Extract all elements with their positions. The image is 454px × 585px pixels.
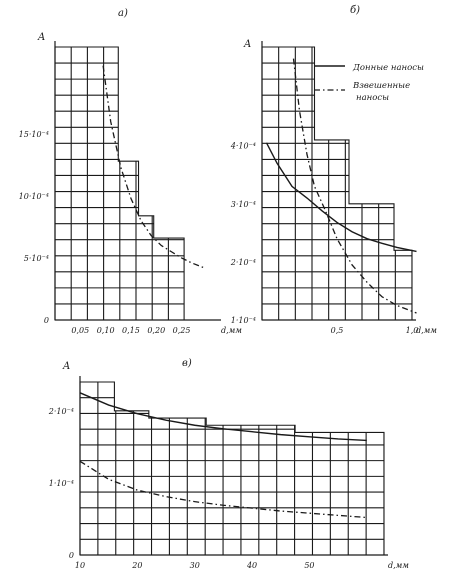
panel-c-x-tick-label: 10: [74, 561, 86, 570]
panel-c-x-tick-label: 50: [304, 561, 315, 570]
panel-a-x-tick-label: 0,20: [147, 326, 166, 335]
panel-b-y-tick-label: 1·10⁻⁴: [230, 316, 256, 325]
panel-b-y-tick-label: 4·10⁻⁴: [230, 141, 256, 151]
panel-c-step-outline: [80, 382, 384, 555]
panel-c-y-tick-label: 1·10⁻⁴: [48, 478, 74, 488]
panel-c-x-tick-label: 20: [132, 561, 143, 570]
panel-c-y-tick-label: 0: [68, 551, 74, 560]
panel-c-gridlines: [80, 377, 402, 555]
panel-a: [19, 41, 243, 335]
chart-panels: [19, 41, 438, 570]
panel-b-title: б): [350, 5, 361, 16]
panel-b-y-tick-label: 2·10⁻⁴: [230, 257, 256, 267]
panel-a-x-tick-label: 0,25: [172, 326, 191, 335]
panel-a-y-tick-label: 15·10⁻⁴: [18, 129, 49, 139]
panel-a-title: а): [118, 8, 128, 19]
panel-c-x-tick-label: 30: [189, 561, 200, 570]
legend-solid-label: Донные наносы: [353, 63, 424, 73]
panel-c: [48, 376, 410, 570]
panel-a-x-tick-label: 0,05: [71, 326, 90, 335]
panel-b-x-tick-label: 0,5: [330, 326, 344, 335]
panel-a-gridlines: [55, 42, 233, 320]
panel-b-x-tick-label: 1,0: [405, 326, 419, 335]
panel-b-y-tick-label: 3·10⁻⁴: [230, 199, 256, 209]
panel-b-x-axis-label: d,мм: [416, 326, 437, 335]
panel-c-x-tick-label: 40: [246, 561, 258, 570]
panel-b-ylabel: A: [244, 39, 252, 50]
panel-a-y-tick-label: 0: [43, 316, 49, 325]
panel-c-title: в): [182, 358, 192, 369]
panel-a-x-tick-label: 0,10: [96, 326, 115, 335]
legend-dashed-label-line1: Взвешенные: [353, 81, 411, 91]
panel-a-ylabel: A: [38, 32, 46, 43]
legend: [314, 63, 424, 103]
legend-dashed-label-line2: наносы: [356, 93, 390, 103]
panel-c-x-axis-label: d,мм: [388, 561, 409, 570]
panel-c-y-tick-label: 2·10⁻⁴: [48, 406, 74, 416]
panel-a-step-outline: [55, 47, 209, 320]
panel-c-ylabel: A: [63, 361, 71, 372]
panel-a-x-tick-label: 0,15: [122, 326, 140, 335]
panel-a-x-axis-label: d,мм: [221, 326, 242, 335]
panel-a-y-tick-label: 10·10⁻⁴: [18, 191, 49, 201]
panel-a-y-tick-label: 5·10⁻⁴: [23, 253, 49, 263]
